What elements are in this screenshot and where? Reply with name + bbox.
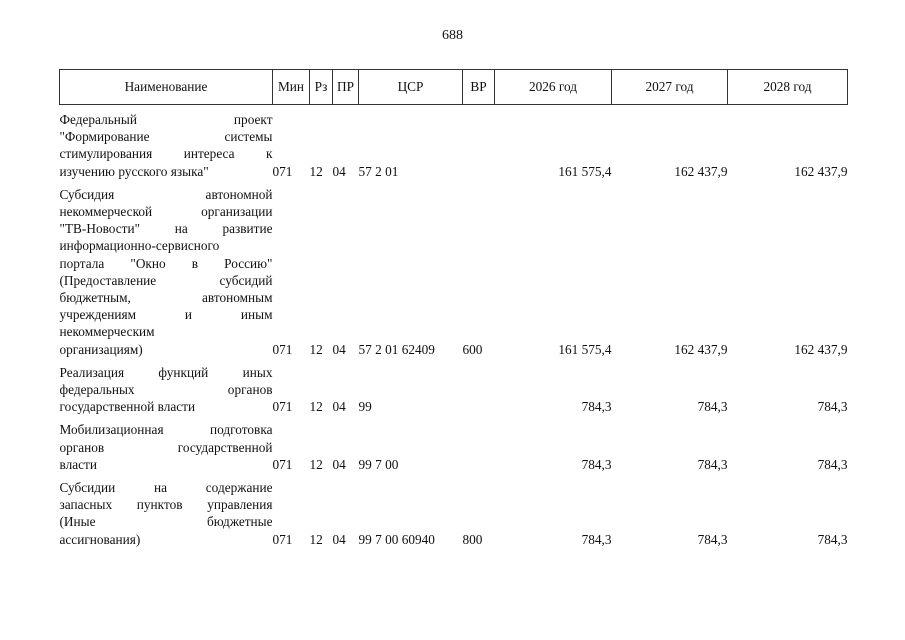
header-pr: ПР [333,70,359,105]
table-row [60,358,848,416]
row-vr [463,415,495,473]
row-pr: 04 [332,341,346,357]
row-name-line: "ТВ-Новости" на развитие [59,221,273,237]
row-rz: 12 [309,341,323,357]
header-rz: Рз [310,70,333,105]
row-2028: 162 437,9 [794,163,848,179]
row-csr: 99 [358,399,372,415]
header-2026: 2026 год [495,70,612,105]
row-name [60,473,273,548]
row-2026: 784,3 [581,531,612,547]
row-min: 071 [272,531,293,547]
row-rz: 12 [309,456,323,472]
row-2026: 784,3 [581,399,612,415]
row-name-line: органов государственной [59,439,273,455]
row-name-line: Субсидии на содержание [59,480,273,496]
row-name-line: запасных пунктов управления [59,497,273,513]
row-2027: 784,3 [697,399,728,415]
row-2027: 162 437,9 [674,341,728,357]
row-vr [463,358,495,416]
row-name-line: (Предоставление субсидий [59,272,273,288]
row-2026: 161 575,4 [558,341,612,357]
row-min: 071 [272,456,293,472]
row-name [60,415,273,473]
row-name-line: организациям) [59,341,143,357]
row-csr: 57 2 01 [358,163,399,179]
row-name-line: некоммерческим [59,324,155,340]
header-min: Мин [273,70,310,105]
row-name [60,105,273,180]
row-name-line: некоммерческой организации [59,204,273,220]
row-name-line: федеральных органов [59,382,273,398]
header-2028: 2028 год [728,70,848,105]
row-2027: 784,3 [697,531,728,547]
row-name-line: Мобилизационная подготовка [59,422,273,438]
row-name [60,180,273,358]
row-2028: 784,3 [817,531,848,547]
row-csr: 57 2 01 62409 [358,341,435,357]
row-name-line: государственной власти [59,399,196,415]
row-name-line: Федеральный проект [59,112,273,127]
table-header-row [60,70,848,105]
row-csr: 99 7 00 60940 [358,531,435,547]
budget-table [59,69,848,548]
row-2026: 784,3 [581,456,612,472]
row-pr: 04 [332,531,346,547]
header-vr: ВР [463,70,495,105]
header-csr: ЦСР [359,70,463,105]
header-name: Наименование [60,70,273,105]
table-row [60,415,848,473]
row-name-line: стимулирования интереса к [59,146,273,162]
row-csr: 99 7 00 [358,456,399,472]
table-row [60,180,848,358]
row-2028: 784,3 [817,456,848,472]
table-row [60,473,848,548]
row-name-line: Субсидия автономной [59,186,273,202]
row-name [60,358,273,416]
row-name-line: бюджетным, автономным [59,290,273,306]
row-name-line: учреждениям и иным [59,307,273,323]
row-name-line: (Иные бюджетные [59,514,273,530]
row-name-line: власти [59,456,97,472]
row-rz: 12 [309,531,323,547]
row-rz: 12 [309,163,323,179]
page-number: 688 [442,28,463,43]
row-2028: 162 437,9 [794,341,848,357]
row-name-line: ассигнования) [59,531,141,547]
row-pr: 04 [332,163,346,179]
row-min: 071 [272,341,293,357]
row-2028: 784,3 [817,399,848,415]
row-2027: 784,3 [697,456,728,472]
row-min: 071 [272,399,293,415]
row-min: 071 [272,163,293,179]
table-row [60,105,848,180]
row-2026: 161 575,4 [558,163,612,179]
row-name-line: Реализация функций иных [59,364,273,380]
row-vr: 800 [462,531,483,547]
row-name-line: информационно-сервисного [59,238,220,254]
row-vr [463,105,495,180]
row-pr: 04 [332,399,346,415]
row-rz: 12 [309,399,323,415]
row-vr: 600 [462,341,483,357]
row-name-line: "Формирование системы [59,129,273,145]
header-2027: 2027 год [612,70,728,105]
row-pr: 04 [332,456,346,472]
row-name-line: портала "Окно в Россию" [59,255,273,271]
row-name-line: изучению русского языка" [59,163,209,179]
row-2027: 162 437,9 [674,163,728,179]
